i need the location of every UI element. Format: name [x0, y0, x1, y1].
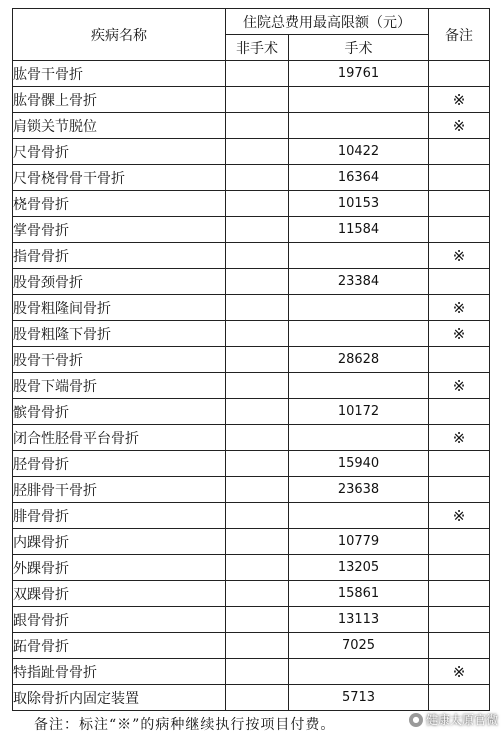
remark-cell — [429, 529, 490, 555]
remark-cell — [429, 191, 490, 217]
disease-name-cell: 掌骨骨折 — [13, 217, 226, 243]
remark-cell: ※ — [429, 243, 490, 269]
remark-cell: ※ — [429, 87, 490, 113]
table-row — [13, 399, 490, 425]
surgical-cell: 13113 — [289, 607, 429, 633]
disease-name-cell: 跖骨骨折 — [13, 633, 226, 659]
disease-name-header: 疾病名称 — [13, 9, 226, 61]
non-surgical-cell — [226, 217, 289, 243]
non-surgical-cell — [226, 451, 289, 477]
surgical-cell — [289, 659, 429, 685]
footnote: 备注：标注“※”的病种继续执行按项目付费。 — [34, 717, 336, 733]
table-row — [13, 61, 490, 87]
non-surgical-header: 非手术 — [226, 35, 289, 61]
surgical-cell: 15940 — [289, 451, 429, 477]
wechat-icon: ● — [409, 713, 423, 727]
remark-cell — [429, 399, 490, 425]
non-surgical-cell — [226, 633, 289, 659]
non-surgical-cell — [226, 113, 289, 139]
remark-cell — [429, 607, 490, 633]
cost-limit-table — [12, 8, 490, 711]
non-surgical-cell — [226, 477, 289, 503]
non-surgical-cell — [226, 347, 289, 373]
cost-limit-header: 住院总费用最高限额（元） — [226, 9, 429, 35]
disease-name-cell: 肩锁关节脱位 — [13, 113, 226, 139]
surgical-cell: 16364 — [289, 165, 429, 191]
table-row — [13, 269, 490, 295]
remark-cell — [429, 347, 490, 373]
remark-cell — [429, 139, 490, 165]
non-surgical-cell — [226, 165, 289, 191]
table-row — [13, 503, 490, 529]
table-row — [13, 373, 490, 399]
disease-name-cell: 双踝骨折 — [13, 581, 226, 607]
non-surgical-cell — [226, 373, 289, 399]
surgical-cell — [289, 87, 429, 113]
surgical-cell — [289, 113, 429, 139]
non-surgical-cell — [226, 529, 289, 555]
disease-name-cell: 腓骨骨折 — [13, 503, 226, 529]
surgical-cell: 10153 — [289, 191, 429, 217]
table-row — [13, 555, 490, 581]
disease-name-cell: 胫腓骨干骨折 — [13, 477, 226, 503]
surgical-cell — [289, 321, 429, 347]
non-surgical-cell — [226, 321, 289, 347]
surgical-cell: 11584 — [289, 217, 429, 243]
remark-cell — [429, 633, 490, 659]
table-row — [13, 87, 490, 113]
remark-cell: ※ — [429, 113, 490, 139]
surgical-cell — [289, 503, 429, 529]
table-row — [13, 165, 490, 191]
remark-cell: ※ — [429, 373, 490, 399]
non-surgical-cell — [226, 659, 289, 685]
non-surgical-cell — [226, 269, 289, 295]
non-surgical-cell — [226, 685, 289, 711]
surgical-cell: 19761 — [289, 61, 429, 87]
remark-cell — [429, 685, 490, 711]
surgical-cell — [289, 243, 429, 269]
surgical-cell: 23638 — [289, 477, 429, 503]
remark-cell — [429, 165, 490, 191]
remark-cell — [429, 217, 490, 243]
surgical-cell: 10779 — [289, 529, 429, 555]
surgical-cell — [289, 373, 429, 399]
disease-name-cell: 胫骨骨折 — [13, 451, 226, 477]
surgical-cell — [289, 425, 429, 451]
non-surgical-cell — [226, 503, 289, 529]
disease-name-cell: 肱骨髁上骨折 — [13, 87, 226, 113]
disease-name-cell: 肱骨干骨折 — [13, 61, 226, 87]
table-row — [13, 607, 490, 633]
disease-name-cell: 股骨颈骨折 — [13, 269, 226, 295]
remark-cell — [429, 61, 490, 87]
surgical-cell: 28628 — [289, 347, 429, 373]
disease-name-cell: 股骨下端骨折 — [13, 373, 226, 399]
disease-name-cell: 尺骨桡骨骨干骨折 — [13, 165, 226, 191]
table-row — [13, 685, 490, 711]
remark-cell: ※ — [429, 425, 490, 451]
table-row — [13, 217, 490, 243]
surgical-cell: 5713 — [289, 685, 429, 711]
surgical-cell: 23384 — [289, 269, 429, 295]
surgical-cell: 7025 — [289, 633, 429, 659]
remark-cell — [429, 269, 490, 295]
remark-cell: ※ — [429, 321, 490, 347]
disease-name-cell: 指骨骨折 — [13, 243, 226, 269]
surgical-cell: 13205 — [289, 555, 429, 581]
disease-name-cell: 尺骨骨折 — [13, 139, 226, 165]
table-row — [13, 529, 490, 555]
non-surgical-cell — [226, 555, 289, 581]
disease-name-cell: 桡骨骨折 — [13, 191, 226, 217]
remark-cell — [429, 477, 490, 503]
table-row — [13, 295, 490, 321]
disease-name-cell: 内踝骨折 — [13, 529, 226, 555]
remarks-header: 备注 — [429, 9, 490, 61]
table-row — [13, 321, 490, 347]
table-row — [13, 633, 490, 659]
table-row — [13, 139, 490, 165]
remark-cell — [429, 581, 490, 607]
disease-name-cell: 跟骨骨折 — [13, 607, 226, 633]
non-surgical-cell — [226, 243, 289, 269]
non-surgical-cell — [226, 399, 289, 425]
watermark — [409, 711, 498, 728]
non-surgical-cell — [226, 61, 289, 87]
disease-name-cell: 外踝骨折 — [13, 555, 226, 581]
remark-cell — [429, 555, 490, 581]
remark-cell: ※ — [429, 659, 490, 685]
non-surgical-cell — [226, 581, 289, 607]
disease-name-cell: 取除骨折内固定装置 — [13, 685, 226, 711]
surgical-cell: 15861 — [289, 581, 429, 607]
remark-cell — [429, 451, 490, 477]
table-row — [13, 425, 490, 451]
table-row — [13, 347, 490, 373]
table-row — [13, 191, 490, 217]
table-row — [13, 113, 490, 139]
disease-name-cell: 股骨粗隆间骨折 — [13, 295, 226, 321]
disease-name-cell: 闭合性胫骨平台骨折 — [13, 425, 226, 451]
surgical-cell: 10422 — [289, 139, 429, 165]
remark-cell: ※ — [429, 503, 490, 529]
table-row — [13, 581, 490, 607]
non-surgical-cell — [226, 607, 289, 633]
table-row — [13, 477, 490, 503]
non-surgical-cell — [226, 87, 289, 113]
non-surgical-cell — [226, 139, 289, 165]
non-surgical-cell — [226, 191, 289, 217]
table-row — [13, 243, 490, 269]
table-row — [13, 659, 490, 685]
disease-name-cell: 股骨粗隆下骨折 — [13, 321, 226, 347]
table-row — [13, 451, 490, 477]
disease-name-cell: 髌骨骨折 — [13, 399, 226, 425]
disease-name-cell: 股骨干骨折 — [13, 347, 226, 373]
watermark-text: 健康太原官微 — [425, 713, 498, 727]
surgical-cell — [289, 295, 429, 321]
surgical-cell: 10172 — [289, 399, 429, 425]
non-surgical-cell — [226, 425, 289, 451]
non-surgical-cell — [226, 295, 289, 321]
remark-cell: ※ — [429, 295, 490, 321]
disease-name-cell: 特指趾骨骨折 — [13, 659, 226, 685]
surgical-header: 手术 — [289, 35, 429, 61]
